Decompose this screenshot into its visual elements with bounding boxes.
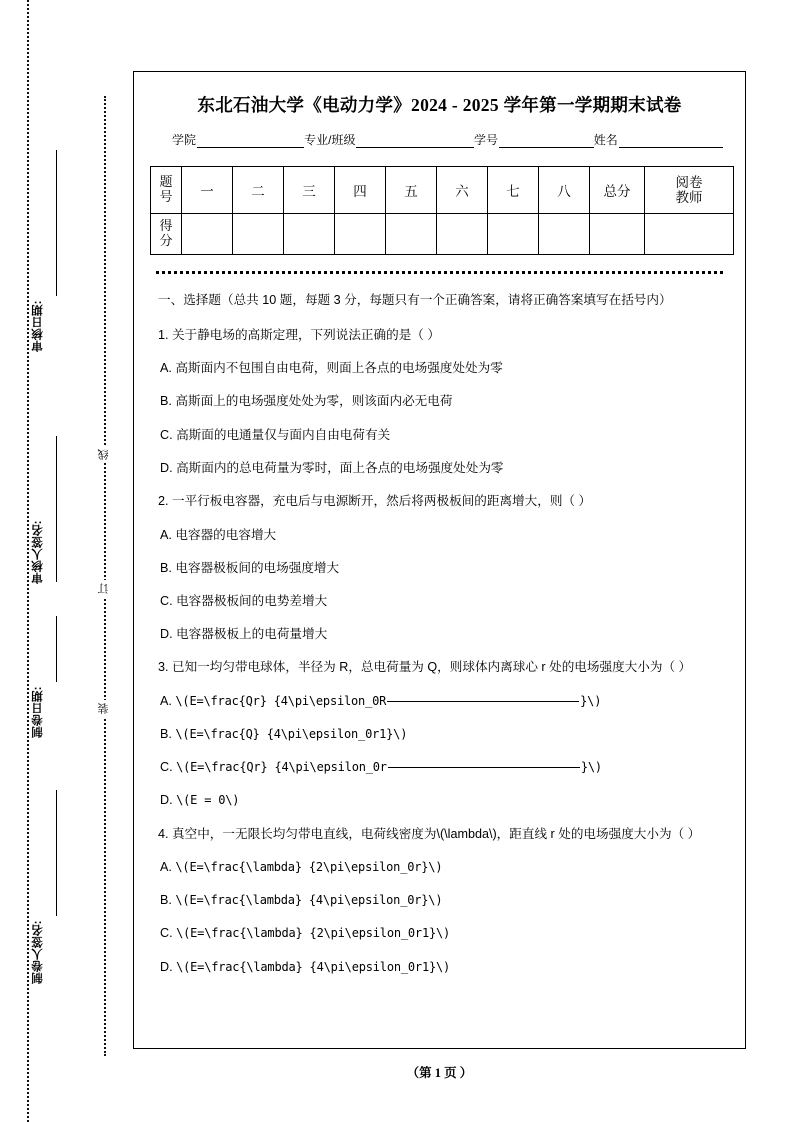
student-name-label: 姓名 (593, 133, 618, 147)
row-header-score: 得 分 (151, 214, 182, 255)
option-letter: D. (160, 959, 173, 974)
binding-rule-3 (56, 616, 57, 682)
score-cell-5[interactable] (386, 214, 437, 255)
col-header-8: 八 (539, 167, 590, 214)
question-option[interactable] (158, 724, 721, 745)
questions-container (158, 290, 721, 978)
page-title: 东北石油大学《电动力学》2024 - 2025 学年第一学期期末试卷 (197, 95, 682, 115)
row-header-question-number: 题 号 (151, 167, 182, 214)
question-option[interactable]: D. 电容器极板上的电荷量增大 (160, 627, 328, 642)
score-cell-6[interactable] (437, 214, 488, 255)
binding-dotted-line-outer (27, 0, 29, 1122)
student-id-label: 学号 (473, 133, 498, 147)
question-stem: 4. 真空中，一无限长均匀带电直线，电荷线密度为\(\lambda\)，距直线 r 处的电场强度大小为（ ） (158, 826, 701, 841)
option-latex-text: \(E=\frac{\lambda} {4\pi\epsilon_0r}\) (175, 893, 443, 908)
option-latex-text: \(E=\frac{Qr} {4\pi\epsilon_0r (176, 760, 387, 775)
col-header-5: 五 (386, 167, 437, 214)
question-stem: 2. 一平行板电容器，充电后与电源断开，然后将两极板间的距离增大，则（ ） (158, 493, 592, 508)
question-option[interactable] (158, 790, 721, 811)
question-option[interactable]: D. 高斯面内的总电荷量为零时，面上各点的电场强度处处为零 (160, 460, 504, 475)
question-option[interactable] (158, 957, 721, 978)
binding-margin (0, 0, 133, 1122)
major-class-input[interactable] (356, 134, 474, 148)
seal-char-xian: 线 (99, 446, 110, 463)
option-latex-text: \(E=\frac{\lambda} {4\pi\epsilon_0r1}\) (176, 959, 451, 974)
question-option[interactable] (158, 757, 721, 778)
major-class-label: 专业/班级 (304, 133, 356, 147)
section-heading: 一、选择题（总共 10 题，每题 3 分，每题只有一个正确答案，请将正确答案填写在括号内） (158, 293, 672, 307)
option-letter: A. (160, 693, 172, 708)
review-date-label: 审核日期: (32, 300, 44, 353)
option-latex-text: \(E=\frac{\lambda} {2\pi\epsilon_0r1}\) (176, 926, 451, 941)
question-option[interactable]: A. 高斯面内不包围自由电荷，则面上各点的电场强度处处为零 (160, 361, 503, 376)
question-option[interactable]: B. 高斯面上的电场强度处处为零，则该面内必无电荷 (160, 394, 453, 409)
student-info-row (172, 131, 723, 148)
score-cell-4[interactable] (335, 214, 386, 255)
production-date-label: 制卷日期: (32, 686, 44, 739)
col-header-6: 六 (437, 167, 488, 214)
option-letter: C. (160, 760, 173, 775)
score-cell-1[interactable] (182, 214, 233, 255)
question-option[interactable]: A. 电容器的电容增大 (160, 527, 277, 542)
table-row-scores (151, 214, 734, 255)
col-header-1: 一 (182, 167, 233, 214)
question-option[interactable]: C. 高斯面的电通量仅与面内自由电荷有关 (160, 427, 391, 442)
score-cell-3[interactable] (284, 214, 335, 255)
question-stem: 3. 已知一均匀带电球体，半径为 R，总电荷量为 Q，则球体内离球心 r 处的电场强度大小为（ ） (158, 660, 692, 675)
col-header-grading-teacher: 阅卷 教师 (645, 167, 734, 214)
seal-char-zhuang: 装 (99, 700, 110, 717)
question-option[interactable]: C. 电容器极板间的电势差增大 (160, 593, 328, 608)
table-row-question-numbers (151, 167, 734, 214)
col-header-2: 二 (233, 167, 284, 214)
question-option[interactable] (158, 923, 721, 944)
section-divider (156, 271, 723, 274)
questions-list (158, 325, 721, 978)
student-id-input[interactable] (499, 134, 594, 148)
seal-char-ding: 订 (99, 580, 110, 597)
option-overflow-rule (388, 767, 580, 768)
option-latex-text: \(E=\frac{Qr} {4\pi\epsilon_0R (175, 693, 387, 708)
option-overflow-rule (387, 701, 579, 702)
score-cell-grading-teacher[interactable] (645, 214, 734, 255)
exam-paper-frame (133, 71, 746, 1049)
question-stem: 1. 关于静电场的高斯定理，下列说法正确的是（ ） (158, 327, 440, 342)
col-header-4: 四 (335, 167, 386, 214)
producer-signature-label: 制卷人签名: (32, 920, 44, 985)
col-header-3: 三 (284, 167, 335, 214)
option-latex-text: \(E=\frac{Q} {4\pi\epsilon_0r1}\) (175, 727, 408, 742)
col-header-total: 总分 (590, 167, 645, 214)
binding-dotted-line-inner (104, 96, 106, 1056)
binding-rule-1 (56, 150, 57, 296)
student-name-input[interactable] (619, 134, 723, 148)
score-table (150, 166, 734, 255)
question-option[interactable] (158, 857, 721, 878)
option-letter: B. (160, 727, 172, 742)
option-latex-text: \(E=\frac{\lambda} {2\pi\epsilon_0r}\) (175, 860, 443, 875)
score-cell-total[interactable] (590, 214, 645, 255)
binding-rule-2 (56, 436, 57, 582)
option-latex-tail: }\) (580, 760, 602, 775)
college-input[interactable] (197, 134, 304, 148)
binding-rule-4 (56, 790, 57, 916)
question-option[interactable] (158, 691, 721, 712)
option-letter: D. (160, 793, 173, 808)
question-option[interactable] (158, 890, 721, 911)
score-cell-7[interactable] (488, 214, 539, 255)
option-letter: A. (160, 860, 172, 875)
score-cell-2[interactable] (233, 214, 284, 255)
col-header-7: 七 (488, 167, 539, 214)
college-label: 学院 (172, 133, 197, 147)
reviewer-signature-label: 审核人签名: (32, 520, 44, 585)
option-latex-text: \(E = 0\) (176, 793, 240, 808)
question-option[interactable]: B. 电容器极板间的电场强度增大 (160, 560, 340, 575)
score-cell-8[interactable] (539, 214, 590, 255)
option-latex-tail: }\) (580, 693, 602, 708)
page-footer: （第 1 页 ） (406, 1066, 473, 1080)
option-letter: C. (160, 926, 173, 941)
option-letter: B. (160, 893, 172, 908)
